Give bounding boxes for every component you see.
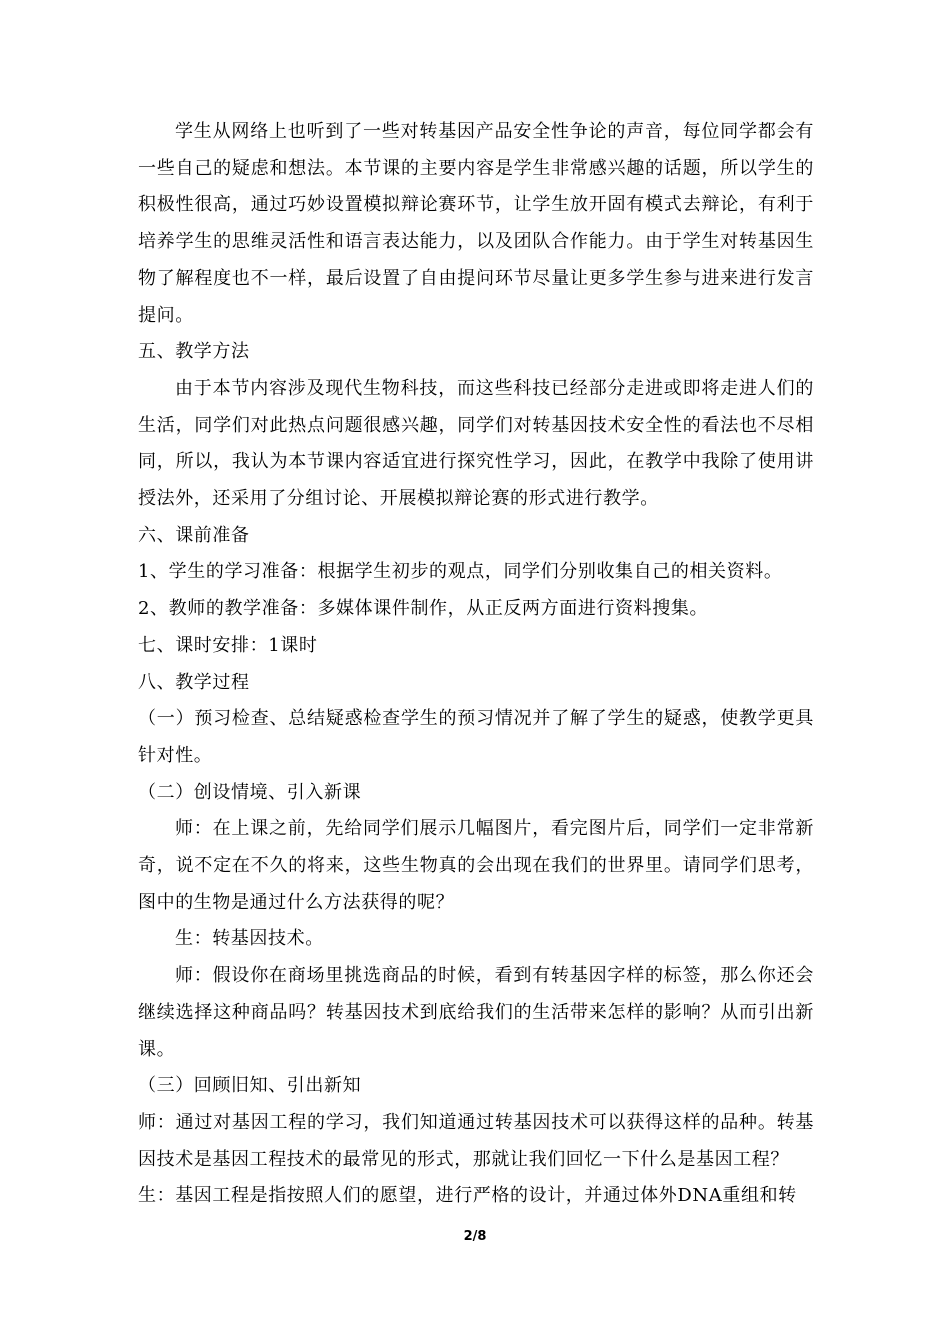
paragraph-teacher-preparation: 2、教师的教学准备：多媒体课件制作，从正反两方面进行资料搜集。 [138, 598, 709, 620]
paragraph-student-preparation: 1、学生的学习准备：根据学生初步的观点，同学们分别收集自己的相关资料。 [138, 561, 783, 583]
paragraph-student-definition: 生：基因工程是指按照人们的愿望，进行严格的设计，并通过体外DNA重组和转 [138, 1185, 797, 1207]
paragraph-teacher-shopping: 师：假设你在商场里挑选商品的时候，看到有转基因字样的标签，那么你还会继续选择这种商品吗？转基因技术到底给我们的生活带来怎样的影响？从而引出新课。 [138, 965, 814, 1060]
paragraph-teacher-review: 师：通过对基因工程的学习，我们知道通过转基因技术可以获得这样的品种。转基因技术是基因工程技术的最常见的形式，那就让我们回忆一下什么是基因工程？ [138, 1111, 814, 1170]
document-body [138, 114, 814, 1215]
page-number: 2/8 [463, 1229, 487, 1244]
paragraph-student-analysis: 学生从网络上也听到了一些对转基因产品安全性争论的声音，每位同学都会有一些自己的疑虑和想法。本节课的主要内容是学生非常感兴趣的话题，所以学生的积极性很高，通过巧妙设置模拟辩论赛环节，让学生放开固有模式去辩论，有利于培养学生的思维灵活性和语言表达能力，以及团队合作能力。由于学生对转基因生物了解程度也不一样，最后设置了自由提问环节尽量让更多学生参与进来进行发言提问。 [138, 121, 814, 326]
heading-review: （三）回顾旧知、引出新知 [138, 1075, 362, 1097]
heading-schedule: 七、课时安排：1课时 [138, 634, 318, 656]
heading-teaching-process: 八、教学过程 [138, 671, 250, 693]
paragraph-student-answer: 生：转基因技术。 [175, 928, 324, 950]
heading-teaching-methods: 五、教学方法 [138, 341, 250, 363]
paragraph-preview-check: （一）预习检查、总结疑惑检查学生的预习情况并了解了学生的疑惑，使教学更具针对性。 [138, 708, 814, 766]
heading-create-situation: （二）创设情境、引入新课 [138, 781, 362, 803]
heading-preparation: 六、课前准备 [138, 524, 250, 546]
paragraph-teacher-pictures: 师：在上课之前，先给同学们展示几幅图片，看完图片后，同学们一定非常新奇，说不定在不久的将来，这些生物真的会出现在我们的世界里。请同学们思考，图中的生物是通过什么方法获得的呢？ [138, 818, 814, 913]
paragraph-teaching-methods: 由于本节内容涉及现代生物科技，而这些科技已经部分走进或即将走进人们的生活，同学们对此热点问题很感兴趣，同学们对转基因技术安全性的看法也不尽相同，所以，我认为本节课内容适宜进行探究性学习，因此，在教学中我除了使用讲授法外，还采用了分组讨论、开展模拟辩论赛的形式进行教学。 [138, 377, 814, 510]
